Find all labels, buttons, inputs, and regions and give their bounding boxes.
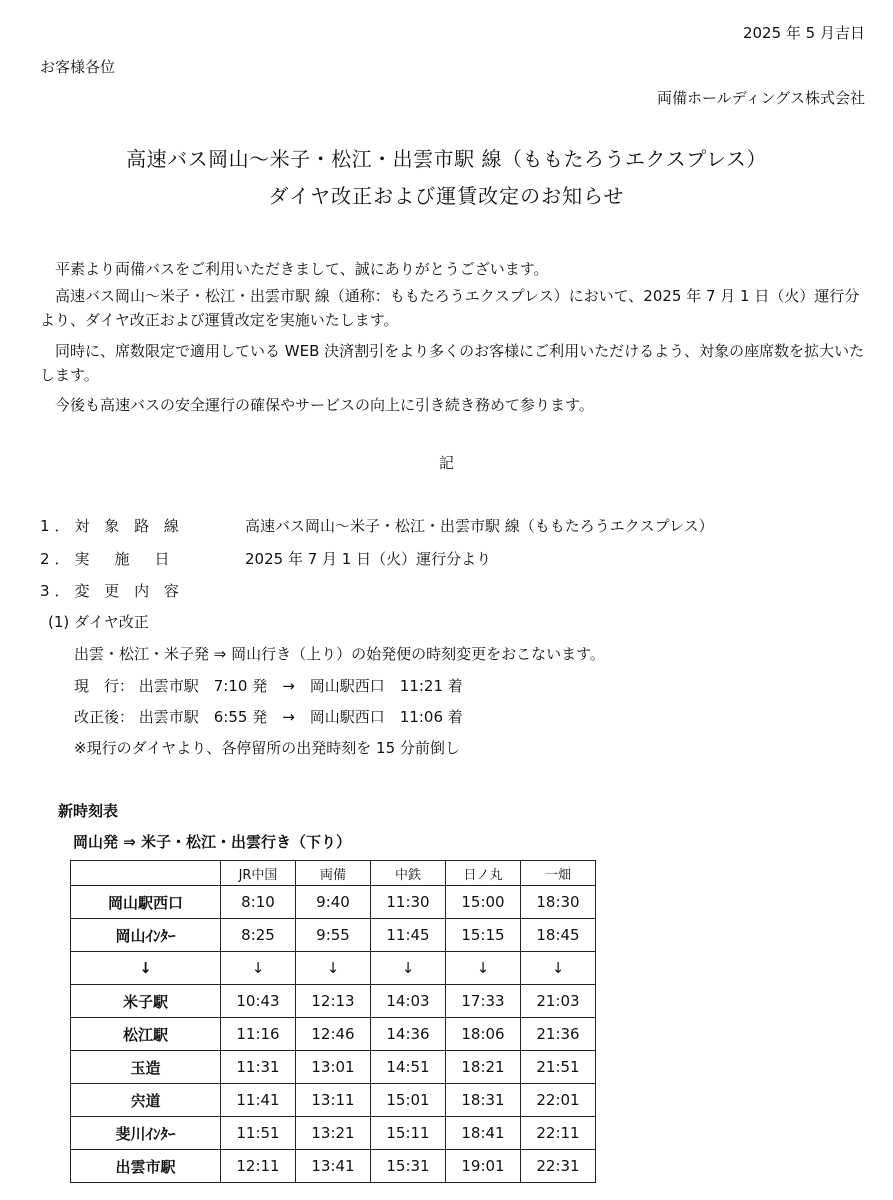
time-cell: 14:51	[371, 1051, 446, 1084]
item-1-value: 高速バス岡山～米子・松江・出雲市駅 線（ももたろうエクスプレス）	[245, 517, 714, 535]
time-cell: 21:36	[521, 1018, 596, 1051]
down-arrow: ↓	[371, 952, 446, 985]
item-2-label: 2．実 施 日	[40, 550, 175, 568]
timetable	[70, 860, 596, 1183]
time-cell: 11:16	[221, 1018, 296, 1051]
body-paragraph-1	[40, 257, 865, 281]
issue-date: 2025 年 5 月吉日	[742, 24, 865, 42]
time-cell: 17:33	[446, 985, 521, 1018]
down-arrow: ↓	[221, 952, 296, 985]
time-cell: 12:46	[296, 1018, 371, 1051]
stop-name: 岡山駅西口	[71, 886, 221, 919]
time-cell: 15:15	[446, 919, 521, 952]
header-operator: 一畑	[521, 861, 596, 886]
body-paragraph-4	[40, 393, 865, 417]
time-cell: 11:30	[371, 886, 446, 919]
stop-name: 米子駅	[71, 985, 221, 1018]
change-note: ※現行のダイヤより、各停留所の出発時刻を 15 分前倒し	[74, 739, 460, 757]
change-line-current: 現 行： 出雲市駅 7:10 発 → 岡山駅西口 11:21 着	[74, 677, 463, 695]
item-1-label: 1．対 象 路 線	[40, 517, 184, 535]
timetable-heading: 新時刻表	[58, 802, 119, 820]
header-operator: 両備	[296, 861, 371, 886]
table-row	[71, 1150, 596, 1183]
time-cell: 22:31	[521, 1150, 596, 1183]
body-paragraph-2	[40, 284, 865, 332]
time-cell: 13:21	[296, 1117, 371, 1150]
time-cell: 15:01	[371, 1084, 446, 1117]
time-cell: 10:43	[221, 985, 296, 1018]
header-operator: 中鉄	[371, 861, 446, 886]
body-paragraph-2-text: 高速バス岡山～米子・松江・出雲市駅 線（通称：ももたろうエクスプレス）において、2025 年 7 月 1 日（火）運行分より、ダイヤ改正および運賃改定を実施いたします。	[40, 287, 860, 329]
time-cell: 18:31	[446, 1084, 521, 1117]
time-cell: 19:01	[446, 1150, 521, 1183]
time-cell: 13:11	[296, 1084, 371, 1117]
time-cell: 18:21	[446, 1051, 521, 1084]
time-cell: 15:31	[371, 1150, 446, 1183]
change-line-1: 出雲・松江・米子発 ⇒ 岡山行き（上り）の始発便の時刻変更をおこないます。	[74, 645, 605, 663]
notice-title-line2: ダイヤ改正および運賃改定のお知らせ	[268, 184, 625, 208]
header-operator: JR中国	[221, 861, 296, 886]
time-cell: 18:06	[446, 1018, 521, 1051]
time-cell: 18:45	[521, 919, 596, 952]
notice-title-line1: 高速バス岡山～米子・松江・出雲市駅 線（ももたろうエクスプレス）	[126, 147, 767, 171]
item-2-value: 2025 年 7 月 1 日（火）運行分より	[245, 550, 492, 568]
down-arrow: ↓	[296, 952, 371, 985]
body-paragraph-3-text: 同時に、席数限定で適用している WEB 決済割引をより多くのお客様にご利用いただけるよう、対象の座席数を拡大いたします。	[40, 342, 865, 384]
time-cell: 21:51	[521, 1051, 596, 1084]
time-cell: 12:13	[296, 985, 371, 1018]
time-cell: 13:01	[296, 1051, 371, 1084]
table-row	[71, 1084, 596, 1117]
time-cell: 9:55	[296, 919, 371, 952]
time-cell: 11:41	[221, 1084, 296, 1117]
body-paragraph-1-text: 平素より両備バスをご利用いただきまして、誠にありがとうございます。	[55, 260, 549, 278]
item-3-label: 3．変 更 内 容	[40, 582, 184, 600]
time-cell: 18:41	[446, 1117, 521, 1150]
change-line-revised: 改正後： 出雲市駅 6:55 発 → 岡山駅西口 11:06 着	[74, 708, 463, 726]
down-arrow: ↓	[71, 952, 221, 985]
time-cell: 22:11	[521, 1117, 596, 1150]
time-cell: 11:31	[221, 1051, 296, 1084]
time-cell: 13:41	[296, 1150, 371, 1183]
stop-name: 岡山ｲﾝﾀｰ	[71, 919, 221, 952]
stop-name: 出雲市駅	[71, 1150, 221, 1183]
stop-name: 斐川ｲﾝﾀｰ	[71, 1117, 221, 1150]
down-arrow: ↓	[446, 952, 521, 985]
stop-name: 宍道	[71, 1084, 221, 1117]
time-cell: 14:03	[371, 985, 446, 1018]
ki-marker: 記	[438, 454, 454, 472]
header-operator: 日ノ丸	[446, 861, 521, 886]
table-row	[71, 886, 596, 919]
body-paragraph-3	[40, 339, 865, 387]
addressee: お客様各位	[40, 58, 116, 76]
table-row	[71, 919, 596, 952]
timetable-direction: 岡山発 ⇒ 米子・松江・出雲行き（下り）	[73, 833, 352, 851]
time-cell: 12:11	[221, 1150, 296, 1183]
table-row	[71, 952, 596, 985]
time-cell: 15:11	[371, 1117, 446, 1150]
time-cell: 22:01	[521, 1084, 596, 1117]
time-cell: 15:00	[446, 886, 521, 919]
time-cell: 8:25	[221, 919, 296, 952]
time-cell: 18:30	[521, 886, 596, 919]
down-arrow: ↓	[521, 952, 596, 985]
time-cell: 8:10	[221, 886, 296, 919]
stop-name: 松江駅	[71, 1018, 221, 1051]
table-row	[71, 1117, 596, 1150]
stop-name: 玉造	[71, 1051, 221, 1084]
time-cell: 11:51	[221, 1117, 296, 1150]
time-cell: 9:40	[296, 886, 371, 919]
sender-company: 両備ホールディングス株式会社	[656, 89, 865, 107]
table-row	[71, 1018, 596, 1051]
time-cell: 14:36	[371, 1018, 446, 1051]
table-row	[71, 985, 596, 1018]
timetable-header-row	[71, 861, 596, 886]
table-row	[71, 1051, 596, 1084]
change-heading: (1) ダイヤ改正	[48, 613, 149, 631]
time-cell: 21:03	[521, 985, 596, 1018]
body-paragraph-4-text: 今後も高速バスの安全運行の確保やサービスの向上に引き続き務めて参ります。	[55, 396, 594, 414]
time-cell: 11:45	[371, 919, 446, 952]
header-corner	[71, 861, 221, 886]
